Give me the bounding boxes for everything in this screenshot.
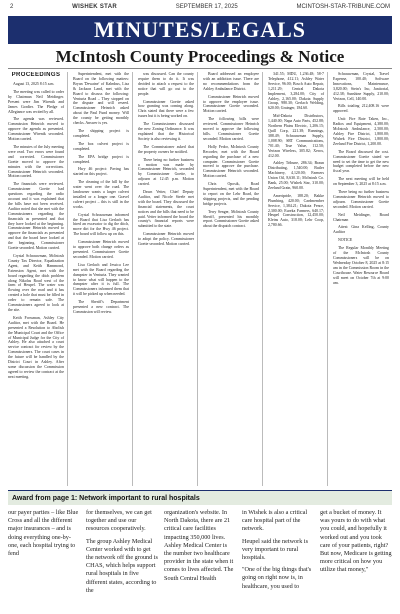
proceedings-paragraph: Dawn Vetter, Chief Deputy Auditor, and Nicole Steele met with the board. They discussed the financial statements, the court notices and the bills that need to be paid. Vetter informed the board the county's financial reports were submitted to the state. <box>138 190 194 229</box>
proceedings-paragraph: The EPA bridge project is completed. <box>73 154 129 164</box>
proceedings-paragraph: The shipping project is completed. <box>73 128 129 138</box>
bill-listing-paragraph: Ashley Tribune, 286.34; Braun Distributing, 1,540.00; Butler Machinery, 4,120.00; Farmers Union Oil, 8,630.11; McIntosh Co. Bank, 25.00; Wishek Star, 310.00; Zeeland Grain, 960.00. <box>268 161 324 190</box>
column-4-body <box>203 72 259 229</box>
proceedings-paragraph: The Commissioners discussed the new Zoning Ordinance. It was explained that the Historical Society is also reviewing it. <box>138 122 194 141</box>
column-5-body <box>268 72 324 228</box>
proceedings-paragraph: Chris Oposik, Road Superintendent, met with the Board to report on the Lehr Road, the shipping projects, and the pending bridge projects. <box>203 182 259 206</box>
bill-listing-paragraph: Ameripride, 188.20; Bakke Plumbing, 420.00; Cardmember Service, 1,384.21; Dakota Fence, 2,300.00; Eureka Farmers, 640.17; Heupel Construction, 12,450.00; Kleins Auto, 318.00; Lehr Coop, 2,780.66. <box>268 193 324 228</box>
proceedings-paragraph: The next meeting will be held on September 3, 2025 at 8:15 a.m. <box>333 177 389 187</box>
proceedings-paragraph: There being no further business Commissioner Heinrich moved to adjourn. Commissioner Goette seconded. Motion carried. <box>333 190 389 209</box>
award-column-5 <box>320 509 392 609</box>
proceedings-paragraph: The Sheriff's Department presented a new contract. The Commission will review. <box>73 300 129 314</box>
proceedings-paragraph: Commissioner Heinrich moved to approve the employee issue. Commissioner Goette seconded. Motion carried. <box>203 94 259 114</box>
proceedings-paragraph: Board addressed an employee with an addiction issue. There are no recommendations from the Ashley Ambulance District. <box>203 72 259 91</box>
proceedings-paragraph: The Regular Monthly Meeting of the McIntosh County Commissioners will be on Wednesday October 8, 2025 at 8:15 am in the Commission Room in the Courthouse. Water Resource Board will meet on October 7th at 9:00 am. <box>333 246 389 285</box>
proceedings-paragraph: Commissioner Goette asked how granting was coming along. Chris stated that there were a few issues but it is being worked on. <box>138 99 194 119</box>
column-2 <box>73 72 133 486</box>
proceedings-paragraph: There being no further business a motion was made by Commissioner Heinrich, seconded by Commissioner Goette, to adjourn at 12:45 p.m. Motion carried. <box>138 157 194 187</box>
award-column-3 <box>164 509 236 609</box>
proceedings-paragraph: The agenda was reviewed. Commission Heinrich moved to approve the agenda as presented. Commissioner Wirenik seconded. Motion carried. <box>8 117 64 142</box>
proceedings-paragraph: Commissioner Heinrich moved to adopt the policy. Commissioner Goette seconded. Motion carried. <box>138 232 194 247</box>
proceedings-paragraph: was discussed. Can the county require them to do it. It was decided to attach a request to the notice that will go out to the people. <box>138 72 194 96</box>
proceedings-paragraph: The cleaning of the hill by the water went over the road. The landowner wants a larger culvert installed or a longer one. Gravel culvert project – this is still in the works. <box>73 180 129 209</box>
website: MCINTOSH-STAR-TRIBUNE.COM <box>296 4 390 10</box>
award-paragraph: organization's website. In North Dakota, there are 21 critical care facilities impacting 350,000 lives. Ashley Medical Center is the number two healthcare provider in the state when it comes to lives affected. The South Central Health <box>164 509 234 582</box>
column-3-body <box>138 72 194 247</box>
column-3 <box>138 72 198 486</box>
proceedings-paragraph: NOTICE <box>338 238 353 243</box>
bill-listing-paragraph: 341.55; MDU, 1,236.48; 58-7 Telephone, 412.11; Ashley Water Service, 96.00; Bosch Auto Repair, 1,211.29; Central Dakota Implement, 3,284.00; City of Ashley, 2,165.00; Dakota Supply Group, 980.30; Gerlach Welding, 620.00; Grainger, 184.60. <box>268 72 324 111</box>
award-paragraph: in Wishek is also a critical care hospital part of the network. <box>242 509 308 533</box>
proceedings-paragraph: Crystal Schrauwman, McIntosh County Tax Director, Equalization Agent, and Keith Hammond, Extension Agent, met with the board regarding the ditch problem along Nikolas Road west of the farm of Heupel. The water was flowing over the road and it has created a hole that must be filled in order to remain safe. The Commissioners agreed to look at the site. <box>8 254 64 312</box>
proceedings-paragraph: The box culvert project is completed. <box>73 141 129 151</box>
proceedings-paragraph: Attest: Gina Kelling, County Auditor <box>333 225 389 235</box>
proceedings-paragraph: Commissioner Heinrich moved to approve both change orders as presented. Commissioner Goette seconded. Motion carried. <box>73 240 129 259</box>
award-article <box>8 490 392 608</box>
section-banner: MINUTES/LEGALS <box>8 16 392 44</box>
paper-name: WISHEK STAR <box>72 4 117 10</box>
column-6-body <box>333 72 389 285</box>
column-2-body <box>73 72 129 315</box>
award-paragraph: The group Ashley Medical Center worked with to get the network off the ground is CHAS, which helps support rural hospitals in five different states, according to the <box>86 537 158 594</box>
award-paragraph: our payer parties – like Blue Cross and all the different major insurances – and is doing everything one-by-one, each hospital trying to fend <box>8 509 79 558</box>
award-column-2 <box>86 509 158 609</box>
proceedings-paragraph: Crystal Schrauwman informed the Board that Lisa Gerlach has hired an excavator to dig the ditch, move dirt for the Hwy 46 project. The board will follow up on this. <box>73 212 129 237</box>
proceedings-paragraph: Schrauwman, Crystal, Travel Expense, 100.40; Software Innovations, Maintenance, 3,820.00; Stein's Inc, Janitorial, 412.38; Sunshine Supply, 210.00; Verizon, Cell, 140.00. <box>333 72 389 101</box>
proceedings-paragraph: The following bills were reviewed. Commissioner Heinrich moved to approve the following bills. Commissioner Goette seconded. Motion carried. <box>203 117 259 141</box>
award-paragraph: Heupel said the network is very important to rural hospitals. <box>242 537 308 562</box>
column-4 <box>203 72 263 486</box>
award-paragraph: "One of the big things that's going on right now is, in healthcare, you used to <box>242 566 312 590</box>
column-1 <box>8 72 68 486</box>
award-headline: Award from page 1: Network important to rural hospitals <box>8 491 392 505</box>
proceedings-paragraph: Holly Fedor, McIntosh County Recorder, met with the Board regarding the purchase of a new computer. Commissioner Goette moved to approve the purchase. Commissioner Heinrich seconded. Motion carried. <box>203 144 259 179</box>
proceedings-paragraph: The minutes of the July meeting were read. Two errors were found and corrected. Commissioner Goette moved to approve the minutes with the corrections. Commissioner Heinrich seconded. Motion carried. <box>8 144 64 179</box>
page-number: 2 <box>10 4 14 10</box>
legal-columns <box>8 72 392 486</box>
proceedings-paragraph: Neil Meidinger, Board Chairman <box>333 212 389 222</box>
proceedings-paragraph: Keith Forssman, Ashley City Auditor, met with the Board. He presented a Resolution to Abolish the Municipal Court and the Office of Municipal Judge for the City of Ashley. He also attached a court service contract for review by the Commissioners. The court cases in the future will be handled by the District Court in Ashley. After some discussion the Commission agreed to review the contract at the next meeting. <box>8 315 64 379</box>
award-paragraph: for themselves, we can get together and use our resources cooperatively. <box>86 509 152 533</box>
bill-listing-paragraph: Mid-Dakota Distributors, 1,440.00; Napa Auto Parts, 452.88; Northern Plains Electric, 1,206.15; Quill Corp, 221.38; Runnings, 388.49; Schrauwman Supply, 1,008.90; SRT Communications, 701.40; True Value, 112.50; Verizon Wireless, 305.82; Xerox, 412.00. <box>268 114 324 158</box>
proceedings-heading: PROCEEDINGS <box>11 72 61 78</box>
proceedings-paragraph: Terry Senger, McIntosh County Sheriff, presented his monthly report. Commissioner Goette asked about the dispatch contract. <box>203 209 259 229</box>
proceedings-paragraph: The meeting was called to order by Chairman Neil Meidinger. Present were Jim Wirenik and James Gordier. The Pledge of Allegiance was recited by all. <box>8 89 64 114</box>
proceedings-paragraph: The financials were reviewed. Commissioner Goette had questions regarding the radio account and it was explained that the bills have not been received. Auditor noted that she met with the Commissioners regarding the financials as presented and that they have looked at the beginning. Commissioner Heinrich moved to approve the financials as presented and that the board have looked at the beginning. Commissioner Goette seconded. Motion carried. <box>8 182 64 251</box>
award-body <box>8 505 392 609</box>
award-paragraph: get a bucket of money. It was yours to do with what you could, and hopefully it worked out and you took care of your patients, right? But now, Medicare is getting more critical on how you utilize that money," <box>320 509 392 574</box>
award-column-1 <box>8 509 80 609</box>
proceedings-paragraph: The Board discussed the cost. Commissioner Goette stated we need to set the time to get the new budget completed before the new fiscal year. <box>333 149 389 174</box>
award-column-4 <box>242 509 314 609</box>
proceedings-paragraph: August 13, 2025 8:15 a.m. <box>13 82 55 86</box>
column-1-body <box>8 82 64 380</box>
column-5 <box>268 72 328 486</box>
column-6 <box>333 72 392 486</box>
issue-date: SEPTEMBER 17, 2025 <box>175 4 238 10</box>
section-subhead: McIntosh County Proceedings & Notice <box>8 46 392 69</box>
proceedings-paragraph: Superintendent, met with the Board on the following matters: Bryan 'Dewaine' of Kalmbus, Lisa & Jackson Land, met with the Board to discuss the following: Venturia Road – They stopped on the dispute and will reseed. Commissioner Heinrich asked about the Paul Fund money. Will the county be getting monthly checks. Answer is yes. <box>73 72 129 126</box>
proceedings-paragraph: Bills totaling 212,408.16 were approved. <box>333 104 389 114</box>
page-header <box>0 0 400 14</box>
proceedings-paragraph: Lisa Gerlach and Jessica Lee met with the Board regarding the dumpster in Venturia. They wanted to know what will happen to the dumpster after it is full. The Commissioners informed them that it will be picked up when needed. <box>73 262 129 297</box>
proceedings-paragraph: Unit: Fire Rate Taken, Inc., Radios and Equipment, 4,380.00; McIntosh Ambulance, 2,500.00; Ashley Fire District, 1,800.00; Wishek Fire District, 1,800.00; Zeeland Fire District, 1,200.00. <box>333 117 389 146</box>
proceedings-paragraph: The Commissioner asked that the property owners be notified. <box>138 144 194 154</box>
proceedings-paragraph: Hwy 46 project: Paving has started on this project. <box>73 167 129 177</box>
